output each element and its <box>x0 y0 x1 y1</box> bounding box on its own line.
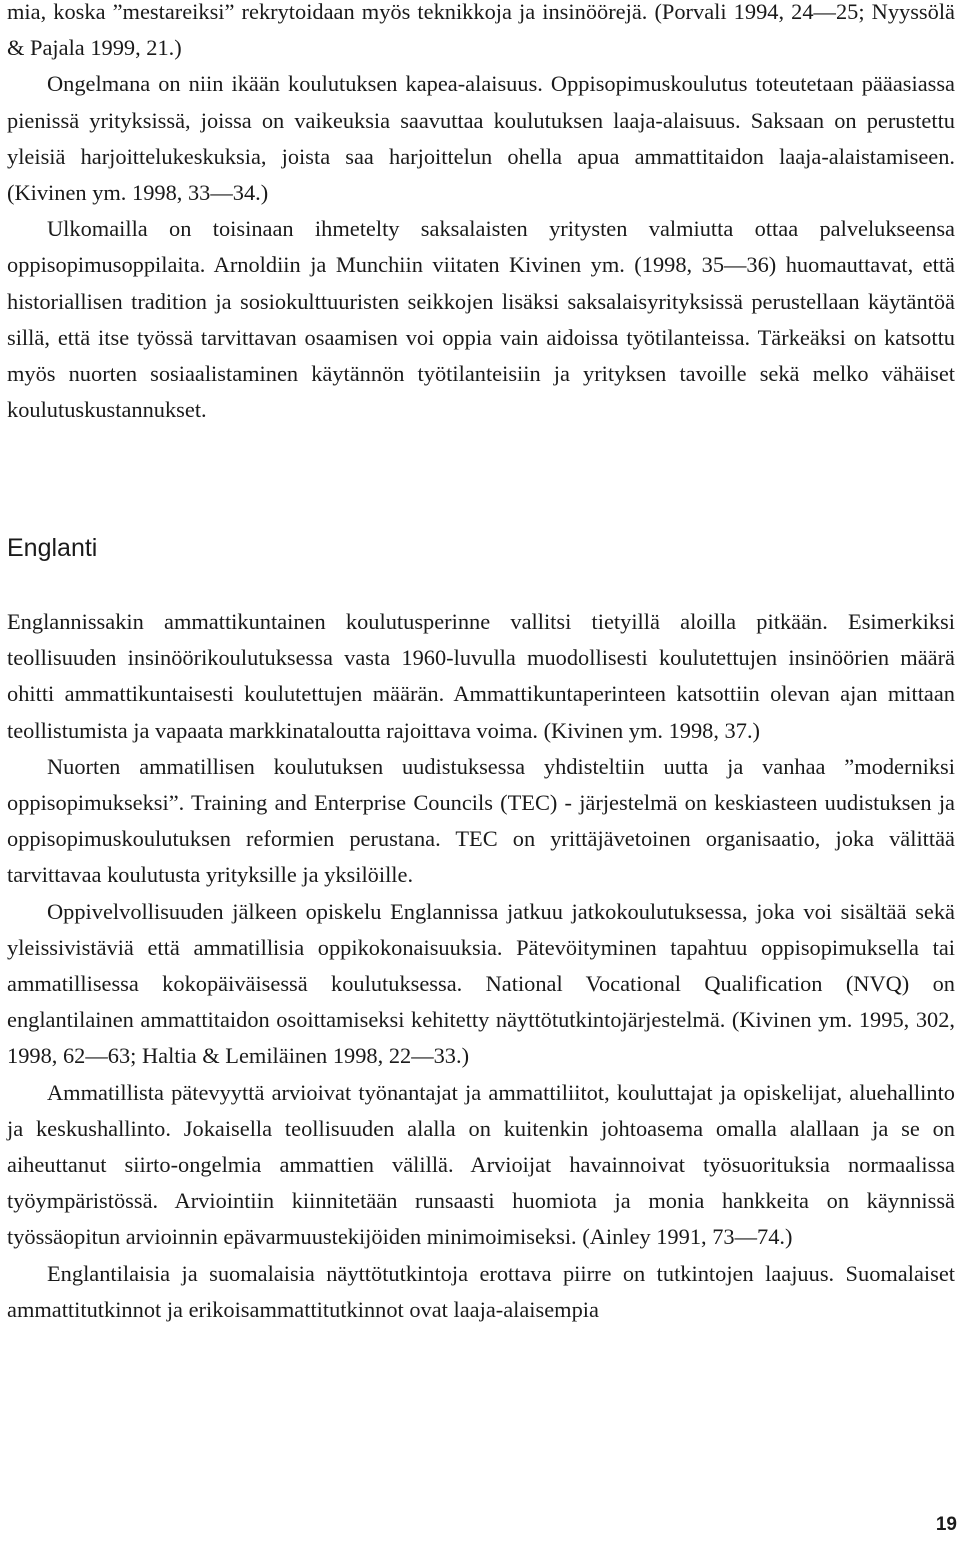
section-heading: Englanti <box>7 534 98 562</box>
paragraph-reform: Nuorten ammatillisen koulutuksen uudistuksessa yhdisteltiin uutta ja vanhaa ”moderniksi oppisopimukseksi”. Training and Enterprise Councils (TEC) - järjestelmä on keskiasteen uudistuksen ja oppisopimuskoulutuksen reformien perustana. TEC on yrittäjävetoinen organisaatio, joka välittää tarvittavaa koulutusta yrityksille ja yksilöille. <box>7 753 955 888</box>
paragraph-further-education: Oppivelvollisuuden jälkeen opiskelu Englannissa jatkuu jatkokoulutuksessa, joka voi sisältää sekä yleissivistäviä että ammatillisia oppikokonaisuuksia. Pätevöityminen tapahtuu oppisopimuksella tai ammatillisessa kokopäiväisessä koulutuksessa. National Vocational Qualification (NVQ) on englantilainen ammattitaidon osoittamiseksi kehitetty näyttötutkintojärjestelmä. (Kivinen ym. 1995, 302, 1998, 62—63; Haltia & Lemiläinen 1998, 22—33.) <box>7 898 955 1069</box>
page-number: 19 <box>935 1514 957 1535</box>
top-text-block <box>7 0 955 428</box>
document-page <box>7 0 955 428</box>
paragraph-comparison: Englantilaisia ja suomalaisia näyttötutkintoja erottava piirre on tutkintojen laajuus. Suomalaiset ammattitutkinnot ja erikoisammattitutkinnot ovat laaja-alaisempia <box>7 1260 955 1322</box>
paragraph-assessment: Ammatillista pätevyyttä arvioivat työnantajat ja ammattiliitot, kouluttajat ja opiskelijat, aluehallinto ja keskushallinto. Jokaisella teollisuuden alalla on kuitenkin johtoasema omalla alallaan ja se on aiheuttanut siirto-ongelmia ammattien välillä. Arvioijat havainnoivat työsuorituksia normaalissa työympäristössä. Arviointiin kiinnitetään runsaasti huomiota ja monia hankkeita on käynnissä työssäopitun arvioinnin epävarmuustekijöiden minimoimiseksi. (Ainley 1991, 73—74.) <box>7 1079 955 1250</box>
paragraph-abroad: Ulkomailla on toisinaan ihmetelty saksalaisten yritysten valmiutta ottaa palvelukseensa oppisopimusoppilaita. Arnoldiin ja Munchiin viitaten Kivinen ym. (1998, 35—36) huomauttavat, että historiallisen tradition ja sosiokulttuuristen seikkojen lisäksi saksalaisyrityksissä perustellaan käytäntöä sillä, että itse työssä tarvittavan osaamisen voi oppia vain aidoissa työtilanteissa. Tärkeäksi on katsottu myös nuorten sosiaalistaminen käytännön työtilanteisiin ja yrityksen tavoille sekä melko vähäiset koulutuskustannukset. <box>7 216 955 423</box>
section-text-block <box>7 604 955 1328</box>
section-heading-wrap <box>7 533 97 563</box>
paragraph-continuation: mia, koska ”mestareiksi” rekrytoidaan myös teknikkoja ja insinöörejä. (Porvali 1994, 24—25; Nyyssölä & Pajala 1999, 21.) <box>7 0 955 61</box>
paragraph-narrowness: Ongelmana on niin ikään koulutuksen kapea-alaisuus. Oppisopimuskoulutus toteutetaan pääasiassa pienissä yrityksissä, joissa on vaikeuksia saavuttaa koulutuksen laaja-alaisuus. Saksaan on perustettu yleisiä harjoittelukeskuksia, joista saa harjoittelun ohella apua ammattitaidon laaja-alaistamiseen. (Kivinen ym. 1998, 33—34.) <box>7 71 955 206</box>
paragraph-tradition: Englannissakin ammattikuntainen koulutusperinne vallitsi tietyillä aloilla pitkään. Esimerkiksi teollisuuden insinöörikoulutuksessa vasta 1960-luvulla muodollisesti koulutettujen insinöörien määrä ohitti ammattikuntaisesti koulutettujen määrän. Ammattikuntaperinteen katsottiin olevan ajan mittaan teollistumista ja vapaata markkinataloutta rajoittava voima. (Kivinen ym. 1998, 37.) <box>7 609 955 743</box>
